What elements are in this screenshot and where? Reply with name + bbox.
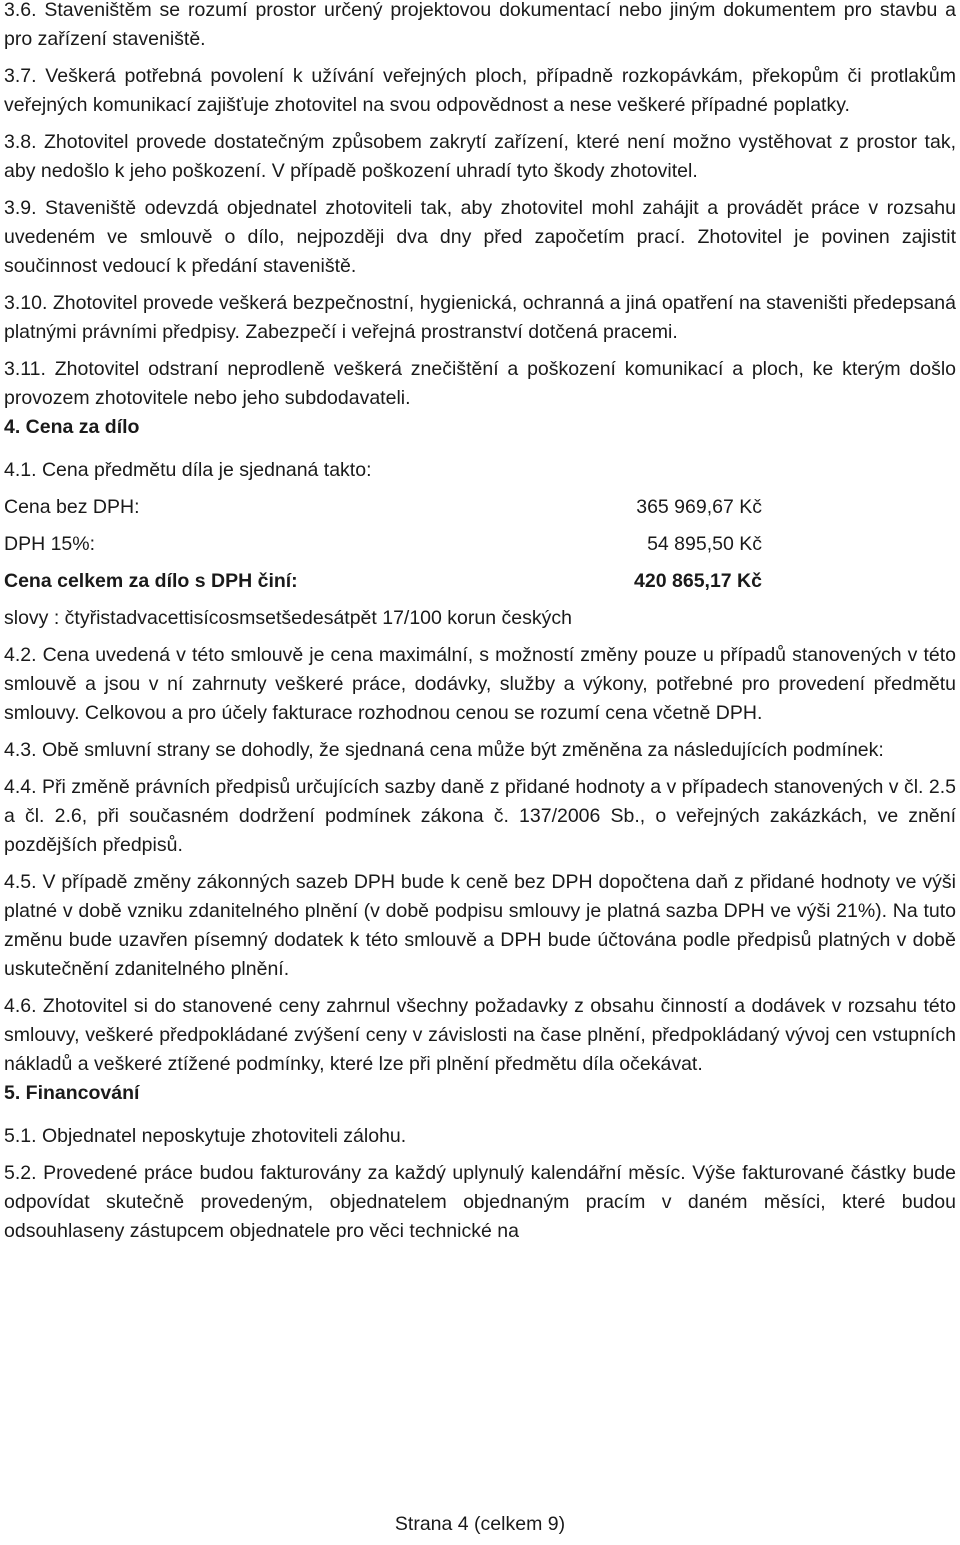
- paragraph-4-3: 4.3. Obě smluvní strany se dohodly, že sjednaná cena může být změněna za následujících podmínek:: [4, 739, 884, 761]
- paragraph-3-9: 3.9. Staveniště odevzdá objednatel zhotoviteli tak, aby zhotovitel mohl zahájit a provádět práce v rozsahu uvedeném ve smlouvě o dílo, nejpozději dva dny před započetím prací. Zhotovitel je povinen zajistit součinnost vedoucí k předání staveniště.: [4, 197, 956, 277]
- paragraph-4-1: 4.1. Cena předmětu díla je sjednaná takto:: [4, 459, 372, 481]
- document-page: [4, 0, 956, 1246]
- paragraph-3-8: 3.8. Zhotovitel provede dostatečným způsobem zakrytí zařízení, které není možno vystěhovat z prostor tak, aby nedošlo k jeho poškození. V případě poškození uhradí tyto škody zhotovitel.: [4, 131, 956, 182]
- paragraph-4-6: 4.6. Zhotovitel si do stanovené ceny zahrnul všechny požadavky z obsahu činností a dodávek v rozsahu této smlouvy, veškeré předpokládané zvýšení ceny v závislosti na čase plnění, předpokládaný vývoj cen vstupních nákladů a veškeré ztížené podmínky, které lze při plnění předmětu díla očekávat.: [4, 995, 956, 1075]
- paragraph-4-4: 4.4. Při změně právních předpisů určujících sazby daně z přidané hodnoty a v případech stanovených v čl. 2.5 a čl. 2.6, při současném dodržení podmínek zákona č. 137/2006 Sb., o veřejných zakázkách, ve znění pozdějších předpisů.: [4, 776, 956, 856]
- vat-value: 54 895,50 Kč: [647, 533, 762, 555]
- price-row-total: [4, 567, 956, 596]
- price-in-words: slovy : čtyřistadvacettisícosmsetšedesátpět 17/100 korun českých: [4, 607, 572, 629]
- paragraph-3-11: 3.11. Zhotovitel odstraní neprodleně veškerá znečištění a poškození komunikací a ploch, ke kterým došlo provozem zhotovitele nebo jeho subdodavateli.: [4, 358, 956, 409]
- price-row-vat: [4, 530, 956, 559]
- paragraph-3-7: 3.7. Veškerá potřebná povolení k užívání veřejných ploch, případně rozkopávkám, překopům či protlakům veřejných komunikací zajišťuje zhotovitel na svou odpovědnost a nese veškeré případné poplatky.: [4, 65, 956, 116]
- section-4-heading: 4. Cena za dílo: [4, 416, 140, 438]
- section-5-heading: 5. Financování: [4, 1082, 140, 1104]
- page-footer: Strana 4 (celkem 9): [394, 1513, 566, 1535]
- price-row-without-vat: [4, 493, 956, 522]
- paragraph-4-2: 4.2. Cena uvedená v této smlouvě je cena maximální, s možností změny pouze u případů stanovených v této smlouvě a jsou v ní zahrnuty veškeré práce, dodávky, služby a výkony, potřebné pro provedení předmětu smlouvy. Celkovou a pro účely fakturace rozhodnou cenou se rozumí cena včetně DPH.: [4, 644, 956, 724]
- total-label: Cena celkem za dílo s DPH činí:: [4, 570, 298, 592]
- price-value: 365 969,67 Kč: [636, 496, 762, 518]
- paragraph-4-5: 4.5. V případě změny zákonných sazeb DPH bude k ceně bez DPH dopočtena daň z přidané hodnoty ve výši platné v době vzniku zdanitelného plnění (v době podpisu smlouvy je platná sazba DPH ve výši 21%). Na tuto změnu bude uzavřen písemný dodatek k této smlouvě a DPH bude účtována podle předpisů platných v době uskutečnění zdanitelného plnění.: [4, 871, 956, 980]
- price-label: Cena bez DPH:: [4, 496, 140, 518]
- vat-label: DPH 15%:: [4, 533, 96, 555]
- paragraph-5-2: 5.2. Provedené práce budou fakturovány za každý uplynulý kalendářní měsíc. Výše fakturované částky bude odpovídat skutečně provedeným, objednatelem objednaným pracím v daném měsíci, které budou odsouhlaseny zástupcem objednatele pro věci technické na: [4, 1162, 956, 1242]
- paragraph-5-1: 5.1. Objednatel neposkytuje zhotoviteli zálohu.: [4, 1125, 407, 1147]
- total-value: 420 865,17 Kč: [634, 570, 762, 592]
- paragraph-3-10: 3.10. Zhotovitel provede veškerá bezpečnostní, hygienická, ochranná a jiná opatření na staveništi předepsaná platnými právními předpisy. Zabezpečí i veřejná prostranství dotčená pracemi.: [4, 292, 956, 343]
- paragraph-3-6: 3.6. Staveništěm se rozumí prostor určený projektovou dokumentací nebo jiným dokumentem pro stavbu a pro zařízení staveniště.: [4, 0, 956, 50]
